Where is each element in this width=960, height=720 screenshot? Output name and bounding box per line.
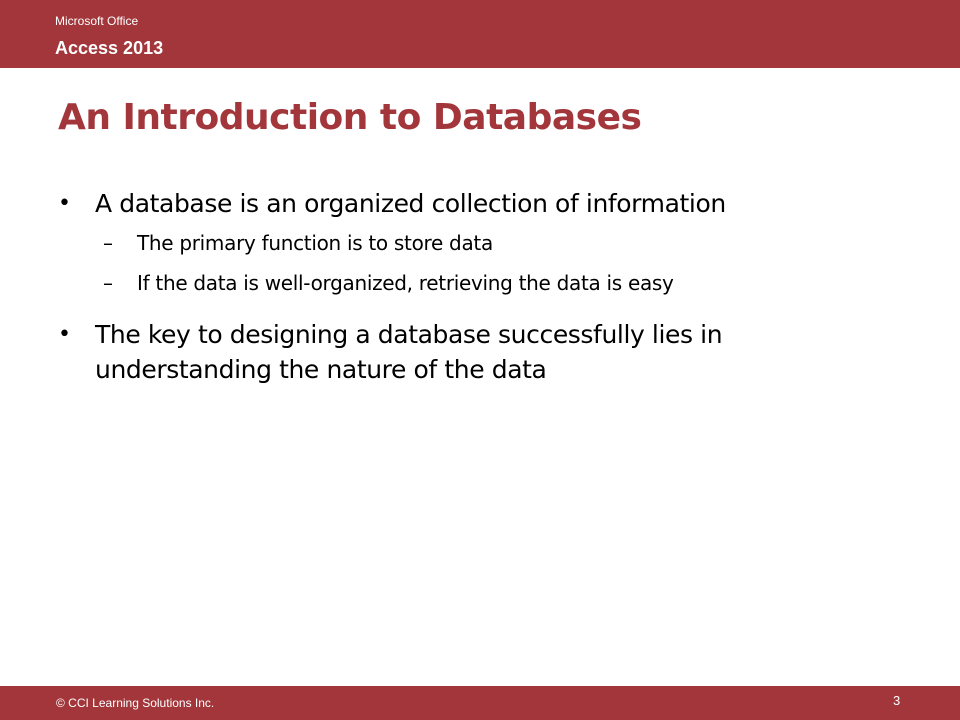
header-product: Access 2013	[55, 38, 164, 58]
bullet-dot-icon: •	[58, 191, 71, 216]
bullet-text: A database is an organized collection of information	[95, 189, 726, 218]
footer-copyright: © CCI Learning Solutions Inc.	[56, 696, 215, 710]
bullet-item	[58, 317, 858, 387]
dash-icon: –	[103, 231, 113, 255]
bullet-dot-icon: •	[58, 322, 71, 347]
sub-bullet-item	[58, 263, 858, 303]
header-vendor: Microsoft Office	[55, 14, 139, 28]
slide-content	[58, 186, 858, 387]
bullet-text: The key to designing a database successfully lies in understanding the nature of the data	[95, 320, 723, 384]
sub-bullet-item	[58, 223, 858, 263]
page-number: 3	[893, 693, 901, 708]
slide-title: An Introduction to Databases	[58, 97, 642, 138]
sub-bullet-text: The primary function is to store data	[137, 231, 493, 255]
dash-icon: –	[103, 271, 113, 295]
sub-bullet-text: If the data is well-organized, retrieving the data is easy	[137, 271, 674, 295]
bullet-item	[58, 186, 858, 221]
